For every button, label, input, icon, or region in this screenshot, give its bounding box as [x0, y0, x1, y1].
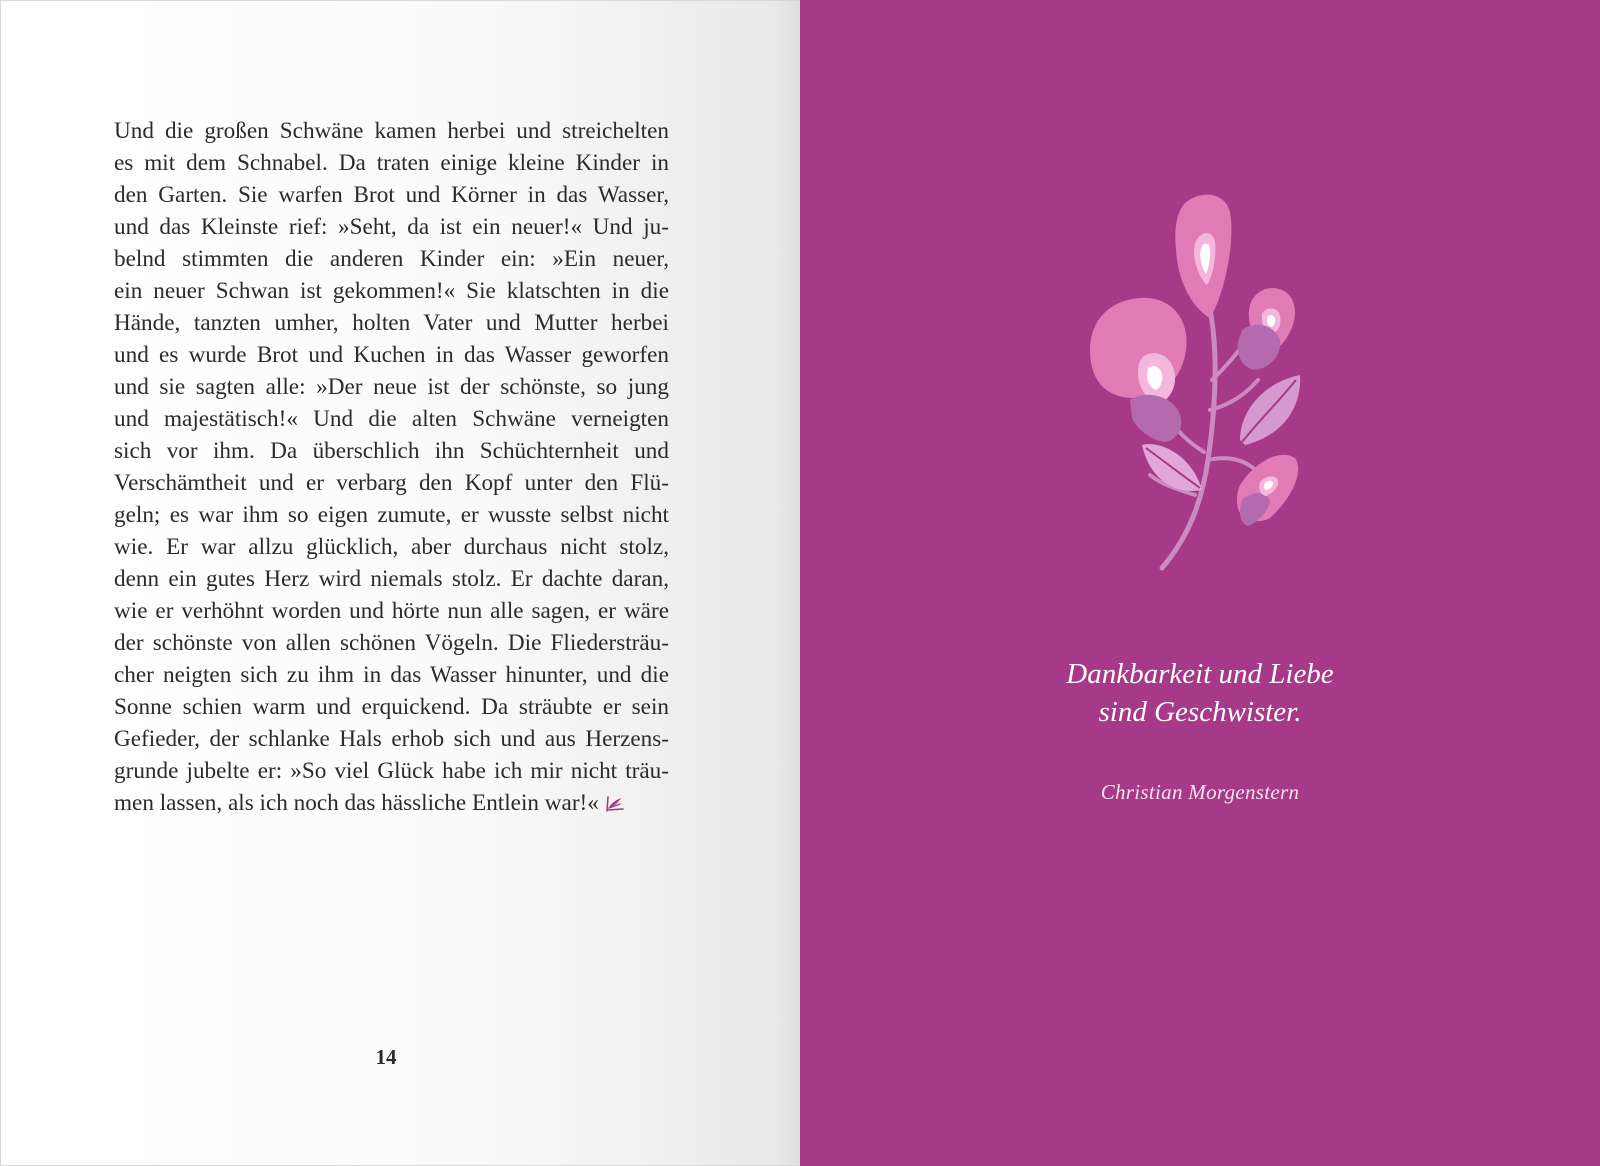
text-line: geln; es war ihm so eigen zumute, er wusste selbst nicht [114, 502, 669, 528]
text-line: der schönste von allen schönen Vögeln. Die Fliedersträu- [114, 630, 669, 656]
text-line: Hände, tanzten umher, holten Vater und Mutter herbei [114, 310, 669, 336]
text-line: den Garten. Sie warfen Brot und Körner in das Wasser, [114, 182, 669, 208]
story-text [114, 115, 669, 819]
text-line: denn ein gutes Herz wird niemals stolz. Er dachte daran, [114, 566, 669, 592]
quote-line: sind Geschwister. [1098, 696, 1302, 728]
page-number: 14 [375, 1045, 397, 1069]
text-line: wie. Er war allzu glücklich, aber durchaus nicht stolz, [114, 534, 669, 560]
text-line: wie er verhöhnt worden und hörte nun alle sagen, er wäre [114, 598, 669, 624]
text-line: belnd stimmten die anderen Kinder ein: »Ein neuer, [114, 246, 669, 272]
flower-branch-icon [1090, 190, 1330, 580]
quote [800, 655, 1600, 731]
quote-line: Dankbarkeit und Liebe [1066, 658, 1334, 690]
text-line-last [114, 787, 669, 819]
text-line: Gefieder, der schlanke Hals erhob sich und aus Herzens- [114, 726, 669, 752]
last-line-text: men lassen, als ich noch das hässliche Entlein war!« [114, 790, 599, 816]
text-line: Verschämtheit und er verbarg den Kopf unter den Flü- [114, 470, 669, 496]
text-line: und es wurde Brot und Kuchen in das Wasser geworfen [114, 342, 669, 368]
leaf-sprig-icon [605, 794, 625, 812]
quote-author: Christian Morgenstern [1100, 780, 1300, 804]
text-line: cher neigten sich zu ihm in das Wasser hinunter, und die [114, 662, 669, 688]
text-line: und das Kleinste rief: »Seht, da ist ein neuer!« Und ju- [114, 214, 669, 240]
text-line: Sonne schien warm und erquickend. Da sträubte er sein [114, 694, 669, 720]
right-page [800, 0, 1600, 1166]
text-line: und majestätisch!« Und die alten Schwäne verneigten [114, 406, 669, 432]
text-line: es mit dem Schnabel. Da traten einige kleine Kinder in [114, 150, 669, 176]
text-line: sich vor ihm. Da überschlich ihn Schüchternheit und [114, 438, 669, 464]
text-line: ein neuer Schwan ist gekommen!« Sie klatschten in die [114, 278, 669, 304]
text-line: Und die großen Schwäne kamen herbei und streichelten [114, 118, 669, 144]
text-line: und sie sagten alle: »Der neue ist der schönste, so jung [114, 374, 669, 400]
text-line: grunde jubelte er: »So viel Glück habe ich mir nicht träu- [114, 758, 669, 784]
